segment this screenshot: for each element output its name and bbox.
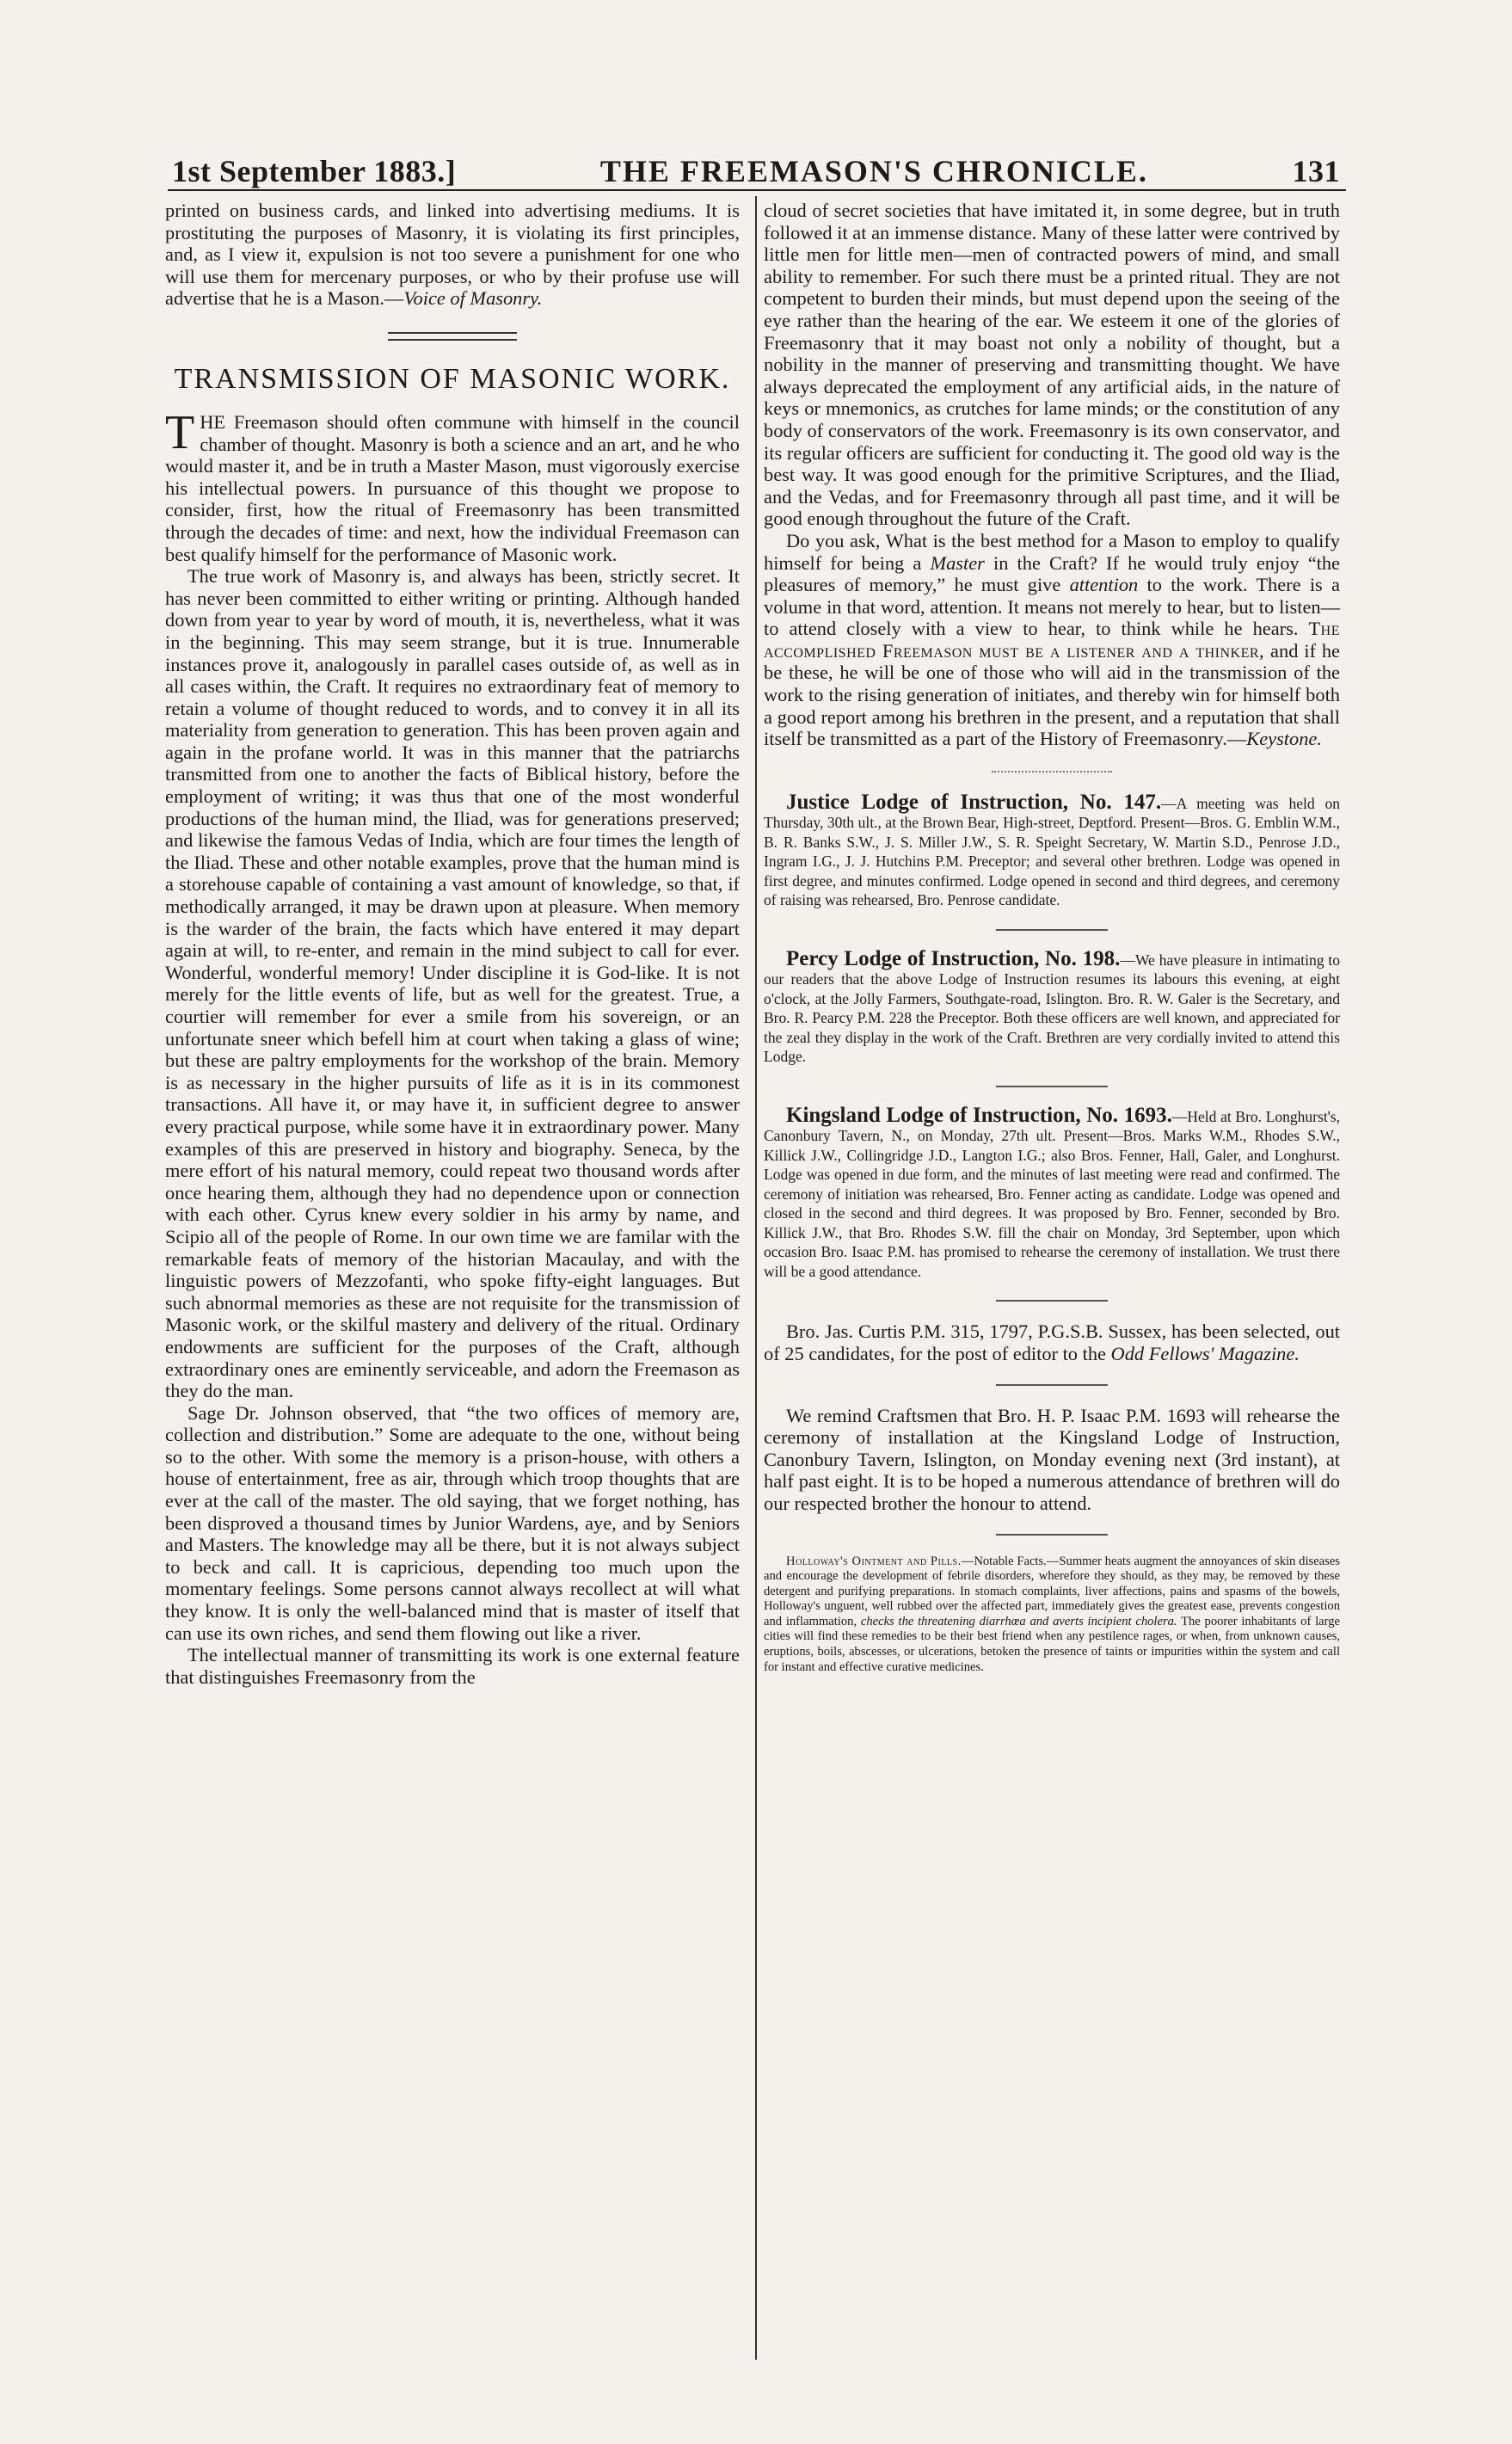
article-final-paragraph: Do you ask, What is the best method for a Mason to employ to qualify himself for being a Master in the Craft? If he would truly enjoy “the pleasures of memory,” he must give attention to the work. There is a volume in that word, attention. It means not merely to hear, but to listen—to attend closely with a view to hear, to think while he hears. The accomplished Freemason must be a listener and a thinker, and if he be these, he will be one of those who will aid in the transmission of the work to the rising generation of initiates, and thereby win for himself both a good report among his brethren in the present, and a reputation that shall itself be transmitted as a part of the History of Freemasonry.—Keystone. bbox=[764, 529, 1340, 750]
lodge-report: Percy Lodge of Instruction, No. 198.—We have pleasure in intimating to our readers that the above Lodge of Instruction resumes its labours this evening, at eight o'clock, at the Jolly Farmers, Southgate-road, Islington. Bro. R. W. Galer is the Secretary, and Bro. R. Pearcy P.M. 228 the Preceptor. Both these officers are well known, and appreciated for the zeal they display in the work of the Craft. Brethren are very cordially invited to attend this Lodge. bbox=[764, 946, 1341, 1066]
lodge-heading: Kingsland Lodge of Instruction, No. 1693. bbox=[786, 1103, 1172, 1127]
lodge-heading: Percy Lodge of Instruction, No. 198. bbox=[786, 946, 1121, 970]
section-separator bbox=[996, 929, 1108, 931]
left-column bbox=[165, 200, 740, 1688]
lodge-report: Kingsland Lodge of Instruction, No. 1693.—Held at Bro. Longhurst's, Canonbury Tavern, N., on Monday, 27th ult. Present—Bros. Marks W.M., Rhodes S.W., Killick J.W., Collingridge J.D., Langton I.G.; also Bros. Fenner, Hall, Galer, and Longhurst. Lodge was opened in due form, and the minutes of last meeting were read and confirmed. The ceremony of initiation was rehearsed, Bro. Fenner acting as candidate. Lodge was opened and closed in the second and third degrees. It was proposed by Bro. Fenner, seconded by Bro. Killick J.W., that Bro. Rhodes S.W. fill the chair on Monday, 3rd September, upon which occasion Bro. Isaac P.M. has promised to rehearse the ceremony of installation. We trust there will be a good attendance. bbox=[764, 1103, 1340, 1280]
header-rule bbox=[168, 189, 1346, 191]
right-column bbox=[764, 200, 1340, 1675]
masthead: THE FREEMASON'S CHRONICLE. bbox=[599, 154, 1148, 188]
curtis-notice: Bro. Jas. Curtis P.M. 315, 1797, P.G.S.B. Sussex, has been selected, out of 25 candidates, for the post of editor to the Odd Fellows' Magazine. bbox=[764, 1320, 1340, 1364]
article-paragraph-4: The intellectual manner of transmitting its work is one external feature that distinguishes Freemasonry from the bbox=[165, 1644, 740, 1688]
page-number: 131 bbox=[1292, 154, 1340, 188]
column-divider bbox=[755, 196, 757, 2360]
section-separator bbox=[996, 1300, 1108, 1302]
article-paragraph-1: THE Freemason should often commune with himself in the council chamber of thought. Masonry is both a science and an art, and he who would master it, and be in truth a Master Mason, must vigorously exercise his intellectual powers. In pursuance of this thought we propose to consider, first, how the ritual of Freemasonry has been transmitted through the decades of time: and next, how the individual Freemason can best qualify himself for the performance of Masonic work. bbox=[165, 405, 740, 565]
article-paragraph-3: Sage Dr. Johnson observed, that “the two offices of memory are, collection and distribution.” Some are adequate to the one, without being so to the other. With some the memory is a prison-house, with others a house of entertainment, free as air, through which troop thoughts that are ever at the call of the master. The old saying, that we forget nothing, has been disproved a thousand times by Junior Wardens, aye, and by Seniors and Masters. The knowledge may all be there, but it is not always subject to beck and call. It is capricious, depending too much upon the momentary feelings. Some persons cannot always recollect at will what they know. It is only the well-balanced mind that is master of itself that can use its own riches, and send them flowing out like a river. bbox=[165, 1401, 740, 1644]
section-separator bbox=[992, 771, 1112, 773]
advertisement-notice: Holloway's Ointment and Pills.—Notable Facts.—Summer heats augment the annoyances of skin diseases and encourage the development of febrile disorders, wherefore they should, as they may, be removed by these detergent and purifying preparations. In stomach complaints, liver affections, pains and spasms of the bowels, Holloway's unguent, well rubbed over the affected part, immediately gives the greatest ease, prevents congestion and inflammation, checks the threatening diarrhœa and averts incipient cholera. The poorer inhabitants of large cities will find these remedies to be their best friend when any pestilence rages, or when, from unknown causes, eruptions, boils, abscesses, or ulcerations, betoken the presence of taints or impurities within the system and call for instant and effective curative medicines. bbox=[764, 1554, 1340, 1674]
continuation-source: Voice of Masonry. bbox=[403, 287, 543, 310]
drop-cap: T bbox=[165, 405, 195, 459]
lodge-report: Justice Lodge of Instruction, No. 147.—A meeting was held on Thursday, 30th ult., at the Brown Bear, High-street, Deptford. Present—Bros. G. Emblin W.M., B. R. Banks S.W., J. S. Miller J.W., S. R. Speight Secretary, W. Martin S.D., Penrose J.D., Ingram I.G., J. J. Hutchins P.M. Preceptor; and several other brethren. Lodge was opened in first degree, and minutes confirmed. Lodge opened in second and third degrees, and ceremony of raising was rehearsed, Bro. Penrose candidate. bbox=[764, 790, 1340, 909]
section-separator bbox=[996, 1534, 1108, 1536]
section-separator bbox=[996, 1086, 1108, 1087]
page-header bbox=[172, 138, 1340, 189]
section-separator bbox=[996, 1384, 1108, 1386]
article-continuation: cloud of secret societies that have imitated it, in some degree, but in truth followed it at an immense distance. Many of these latter were contrived by little men for little men—men of contracted powers of mind, and small ability to remember. For such there must be a printed ritual. They are not competent to burden their minds, but must depend upon the seeing of the eye rather than the hearing of the ear. We esteem it one of the glories of Freemasonry that it may boast not only a nobility of thought, but a nobility in the manner of preserving and transmitting thought. We have always deprecated the employment of any artificial aids, in the nature of keys or mnemonics, as crutches for lame minds; or the constitution of any body of conservators of the work. Freemasonry is its own conservator, and its regular officers are sufficient for conducting it. The good old way is the best way. It was good enough for the primitive Scriptures, and the Iliad, and the Vedas, and for Freemasonry through all past time, and it will be good enough throughout the future of the Craft. bbox=[764, 200, 1340, 530]
continuation-paragraph: printed on business cards, and linked into advertising mediums. It is prostituting the purposes of Masonry, it is violating its first principles, and, as I view it, expulsion is not too severe a punishment for one who will use them for mercenary purposes, or who by their profuse use will advertise that he is a Mason.—Voice of Masonry. bbox=[165, 200, 740, 310]
section-separator bbox=[388, 332, 517, 341]
installation-reminder: We remind Craftsmen that Bro. H. P. Isaac P.M. 1693 will rehearse the ceremony of installation at the Kingsland Lodge of Instruction, Canonbury Tavern, Islington, on Monday evening next (3rd instant), at half past eight. It is to be hoped a numerous attendance of brethren will do our respected brother the honour to attend. bbox=[764, 1404, 1340, 1514]
article-source: Keystone. bbox=[1246, 728, 1322, 750]
article-paragraph-2: The true work of Masonry is, and always has been, strictly secret. It has never been committed to either writing or printing. Although handed down from year to year by word of mouth, it is, nevertheless, what it was in the beginning. This may seem strange, but it is true. Innumerable instances prove it, analogously in parallel cases outside of, as well as in all cases within, the Craft. It requires no extraordinary feat of memory to retain a volume of thought reduced to words, and to convey it in all its materiality from generation to generation. This has been proven again and again in the profane world. It was in this manner that the patriarchs transmitted from one to another the facts of Biblical history, before the employment of writing; it was thus that one of the most wonderful productions of the human mind, the Iliad, was for generations preserved; and likewise the famous Vedas of India, which are four times the length of the Iliad. These and other notable examples, prove that the human mind is a storehouse capable of containing a vast amount of knowledge, so that, if methodically arranged, it may be drawn upon at pleasure. When memory is the warder of the brain, the facts which have entered it may depart again at will, to re-enter, and remain in the mind subject to call for ever. Wonderful, wonderful memory! Under discipline it is God-like. It is not merely for the little events of life, but as well for the greatest. True, a courtier will remember for ever a smile from his sovereign, or an unfortunate sneer which befell him at court when taking a glass of wine; but these are paltry employments for the workshop of the brain. Memory is as necessary in the higher pursuits of life as it is in its commonest transactions. All have it, or may have it, in sufficient degree to answer every practical purpose, while some have it in extraordinary power. Many examples of this are preserved in history and biography. Seneca, by the mere effort of his natural memory, could repeat two thousand words after once hearing them, although they had no dependence upon or connection with each other. Cyrus knew every soldier in his army by name, and Scipio all of the people of Rome. In our own time we are familar with the remarkable feats of memory of the historian Macaulay, and with the linguistic powers of Mezzofanti, who spoke fifty-eight languages. But such abnormal memories as these are not requisite for the transmission of Masonic work, or the skilful mastery and delivery of the ritual. Ordinary endowments are sufficient for the purposes of the Craft, although extraordinary ones are eminently serviceable, and adorn the Freemason as they do the man. bbox=[165, 565, 740, 1402]
lodge-heading: Justice Lodge of Instruction, No. 147. bbox=[786, 790, 1162, 814]
issue-date: 1st September 1883.] bbox=[172, 154, 457, 188]
article-title: TRANSMISSION OF MASONIC WORK. bbox=[174, 362, 731, 395]
